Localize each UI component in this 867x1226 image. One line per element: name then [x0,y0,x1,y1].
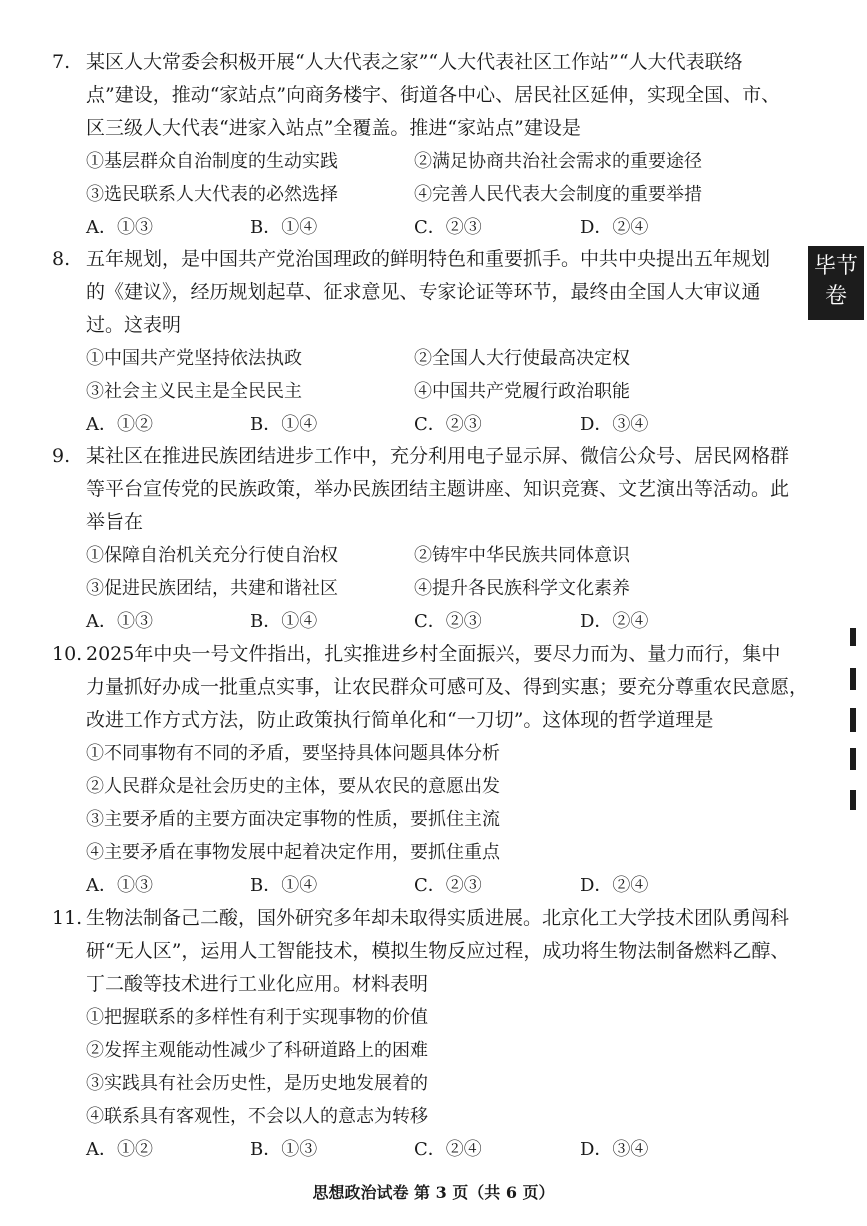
page-footer: 思想政治试卷 第 3 页（共 6 页） [312,1183,555,1202]
statement-4: ④主要矛盾在事物发展中起着决定作用，要抓住重点 [86,842,500,863]
option-c: C．②③ [414,414,482,435]
question-9 [52,440,790,638]
question-11 [52,902,790,1166]
option-d: D．③④ [580,414,649,435]
question-stem-line: 研“无人区”，运用人工智能技术，模拟生物反应过程，成功将生物法制备燃料乙醇、 [86,940,790,962]
question-stem-line: 等平台宣传党的民族政策，举办民族团结主题讲座、知识竞赛、文艺演出等活动。此 [86,478,790,500]
statement-4: ④提升各民族科学文化素养 [414,578,630,599]
side-tab-line-1: 毕节 [813,254,858,279]
options-row [52,869,782,902]
option-b: B．①④ [250,611,318,632]
option-c: C．②③ [414,217,482,238]
option-d: D．②④ [580,611,649,632]
option-b: B．①④ [250,875,318,896]
question-number: 9. [52,445,71,467]
option-a: A．①② [86,1139,153,1160]
statement-4: ④联系具有客观性，不会以人的意志为转移 [86,1106,428,1127]
option-c: C．②③ [414,875,482,896]
statement-4: ④中国共产党履行政治职能 [414,381,630,402]
binding-mark [850,668,856,690]
statement-2: ②铸牢中华民族共同体意识 [414,545,630,566]
question-stem-line: 9. 某社区在推进民族团结进步工作中，充分利用电子显示屏、微信公众号、居民网格群 [52,440,782,473]
question-stem-line: 点”建设，推动“家站点”向商务楼宇、街道各中心、居民社区延伸，实现全国、市、 [86,84,781,106]
question-stem-line: 区三级人大代表“进家入站点”全覆盖。推进“家站点”建设是 [86,117,581,139]
binding-mark [850,790,856,810]
question-number: 10. [52,643,83,665]
question-stem-line: 过。这表明 [86,314,182,336]
option-d: D．②④ [580,217,649,238]
statement-2: ②人民群众是社会历史的主体，要从农民的意愿出发 [86,776,500,797]
statement-3: ③实践具有社会历史性，是历史地发展着的 [86,1073,428,1094]
statement-1: ①基层群众自治制度的生动实践 [86,151,338,172]
statement-4: ④完善人民代表大会制度的重要举措 [414,184,702,205]
option-b: B．①③ [250,1139,318,1160]
statement-1: ①不同事物有不同的矛盾，要坚持具体问题具体分析 [86,743,500,764]
options-row [52,605,782,638]
question-stem-line: 的《建议》，经历规划起草、征求意见、专家论证等环节，最终由全国人大审议通 [86,281,761,303]
statement-1: ①把握联系的多样性有利于实现事物的价值 [86,1007,428,1028]
statement-3: ③社会主义民主是全民民主 [86,381,302,402]
statement-3: ③促进民族团结，共建和谐社区 [86,578,338,599]
question-stem-line: 丁二酸等技术进行工业化应用。材料表明 [86,973,429,995]
statement-row [52,572,782,605]
options-row [52,211,782,244]
option-d: D．③④ [580,1139,649,1160]
options-row [52,1133,782,1166]
statement-2: ②全国人大行使最高决定权 [414,348,630,369]
option-a: A．①② [86,414,153,435]
question-8 [52,243,782,441]
statement-row [52,145,782,178]
option-b: B．①④ [250,217,318,238]
option-a: A．①③ [86,217,153,238]
question-stem-line: 7. 某区人大常委会积极开展“人大代表之家”“人大代表社区工作站”“人大代表联络 [52,46,782,79]
question-stem-line: 举旨在 [86,511,144,533]
question-number: 8. [52,248,71,270]
options-row [52,408,782,441]
statement-3: ③选民联系人大代表的必然选择 [86,184,338,205]
option-a: A．①③ [86,875,153,896]
side-tab-line-2: 卷 [824,284,847,309]
statement-row [52,178,782,211]
question-stem-line: 改进工作方式方法，防止政策执行简单化和“一刀切”。这体现的哲学道理是 [86,709,714,731]
question-number: 11. [52,907,83,929]
option-c: C．②④ [414,1139,482,1160]
option-b: B．①④ [250,414,318,435]
statement-row [52,375,782,408]
question-number: 7. [52,51,71,73]
statement-3: ③主要矛盾的主要方面决定事物的性质，要抓住主流 [86,809,500,830]
statement-row [52,539,782,572]
statement-2: ②满足协商共治社会需求的重要途径 [414,151,702,172]
question-stem-line: 力量抓好办成一批重点实事，让农民群众可感可及、得到实惠；要充分尊重农民意愿， [86,676,809,698]
binding-mark [850,708,856,732]
statement-1: ①保障自治机关充分行使自治权 [86,545,338,566]
statement-1: ①中国共产党坚持依法执政 [86,348,302,369]
region-side-tab [808,246,864,320]
question-stem-line: 8. 五年规划，是中国共产党治国理政的鲜明特色和重要抓手。中共中央提出五年规划 [52,243,782,276]
question-7 [52,46,782,244]
question-stem-line: 11. 生物法制备己二酸，国外研究多年却未取得实质进展。北京化工大学技术团队勇闯科 [52,902,782,935]
option-d: D．②④ [580,875,649,896]
statement-row [52,342,782,375]
binding-mark [850,628,856,646]
option-c: C．②③ [414,611,482,632]
question-stem-line: 10. 2025年中央一号文件指出，扎实推进乡村全面振兴，要尽力而为、量力而行，集中 [52,638,782,671]
option-a: A．①③ [86,611,153,632]
binding-mark [850,748,856,770]
statement-2: ②发挥主观能动性减少了科研道路上的困难 [86,1040,428,1061]
question-10 [52,638,809,902]
